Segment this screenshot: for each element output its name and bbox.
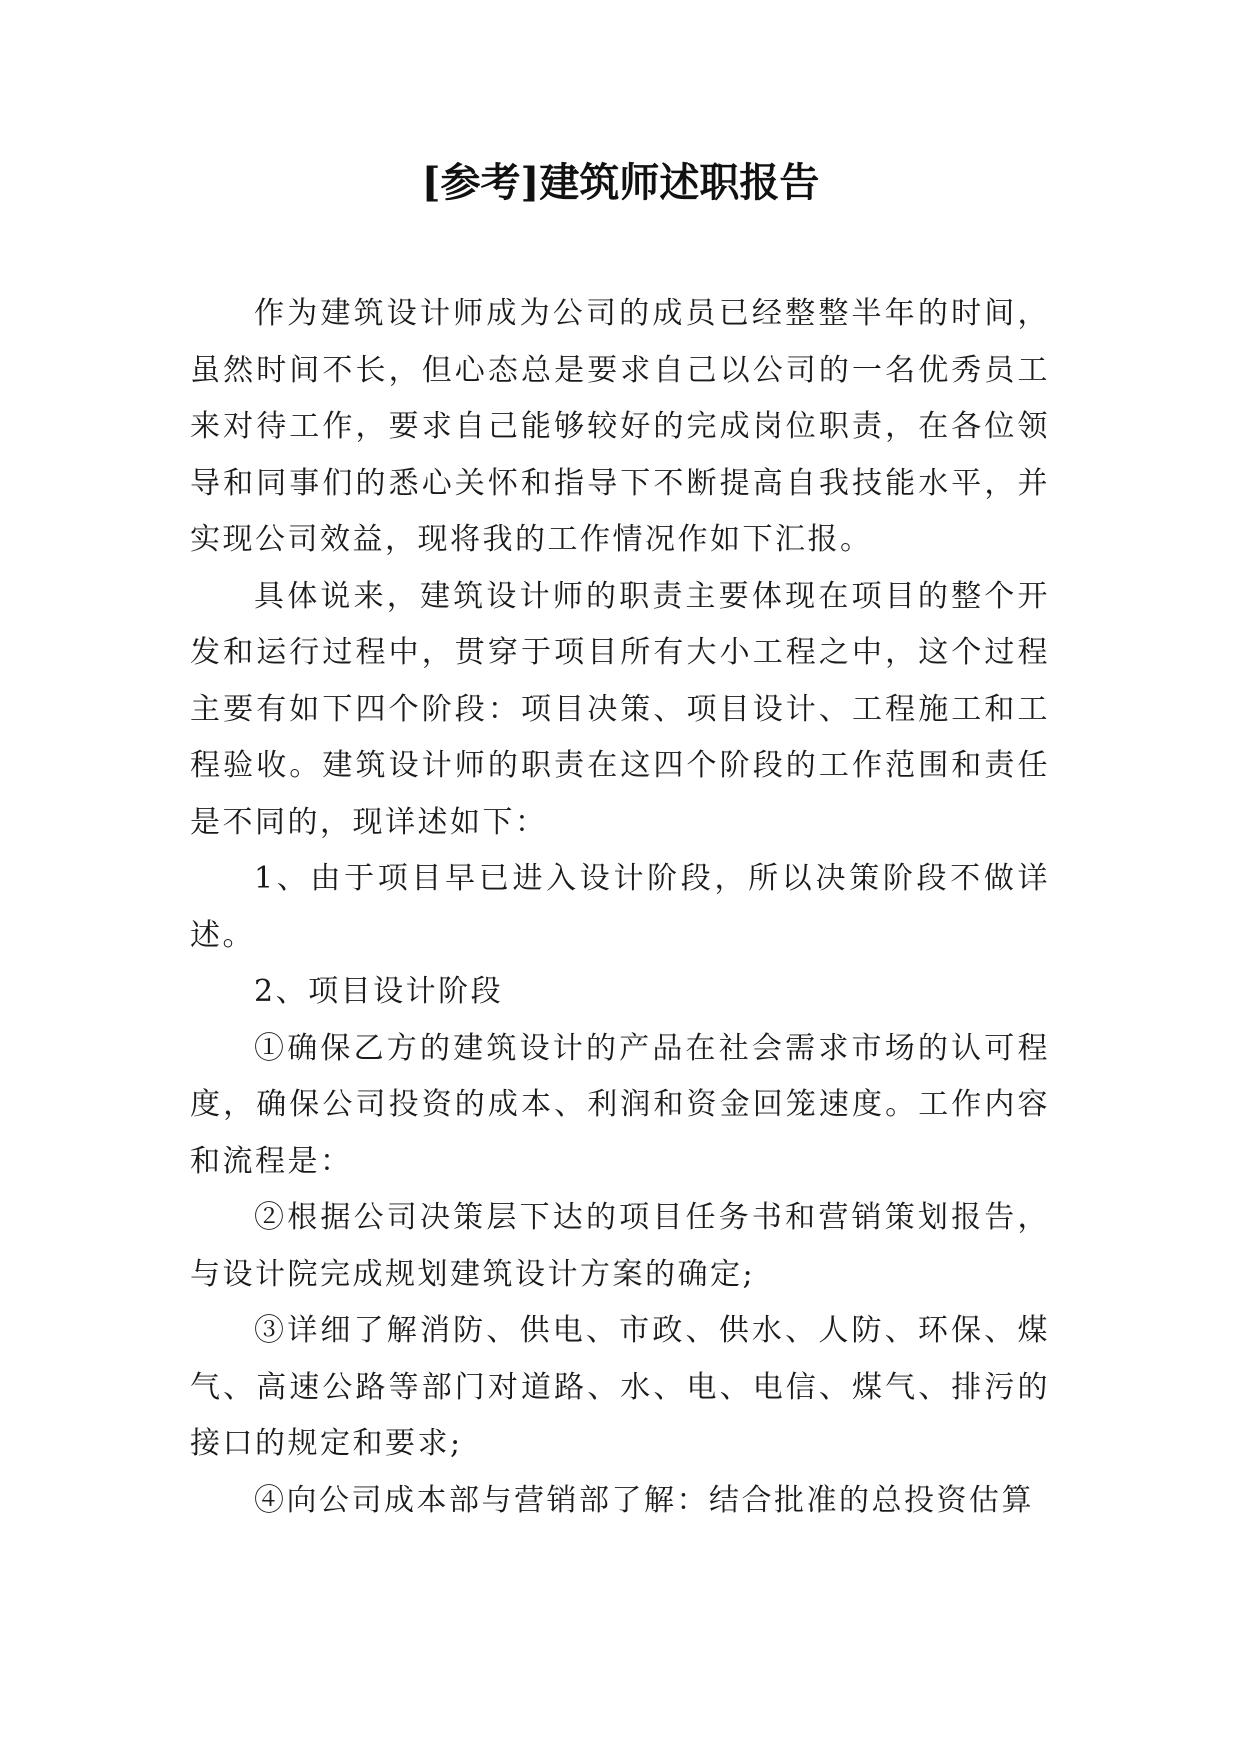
paragraph: ②根据公司决策层下达的项目任务书和营销策划报告，与设计院完成规划建筑设计方案的确定; (190, 1200, 1050, 1292)
paragraph: 作为建筑设计师成为公司的成员已经整整半年的时间，虽然时间不长，但心态总是要求自己以公司的一名优秀员工来对待工作，要求自己能够较好的完成岗位职责，在各位领导和同事们的悉心关怀和指导下不断提高自我技能水平，并实现公司效益，现将我的工作情况作如下汇报。 (190, 296, 1050, 557)
paragraph: 具体说来，建筑设计师的职责主要体现在项目的整个开发和运行过程中，贯穿于项目所有大小工程之中，这个过程主要有如下四个阶段：项目决策、项目设计、工程施工和工程验收。建筑设计师的职责在这四个阶段的工作范围和责任是不同的，现详述如下： (190, 578, 1050, 840)
paragraph: ①确保乙方的建筑设计的产品在社会需求市场的认可程度，确保公司投资的成本、利润和资金回笼速度。工作内容和流程是： (190, 1030, 1050, 1179)
paragraph: ④向公司成本部与营销部了解：结合批准的总投资估算 (254, 1482, 1034, 1518)
paragraph: 2、项目设计阶段 (254, 974, 504, 1009)
paragraph: ③详细了解消防、供电、市政、供水、人防、环保、煤气、高速公路等部门对道路、水、电、电信、煤气、排污的接口的规定和要求; (190, 1313, 1050, 1461)
document-title: [参考]建筑师述职报告 (421, 159, 820, 206)
document-body (190, 286, 1050, 1529)
paragraph: 1、由于项目早已进入设计阶段，所以决策阶段不做详述。 (190, 861, 1050, 953)
